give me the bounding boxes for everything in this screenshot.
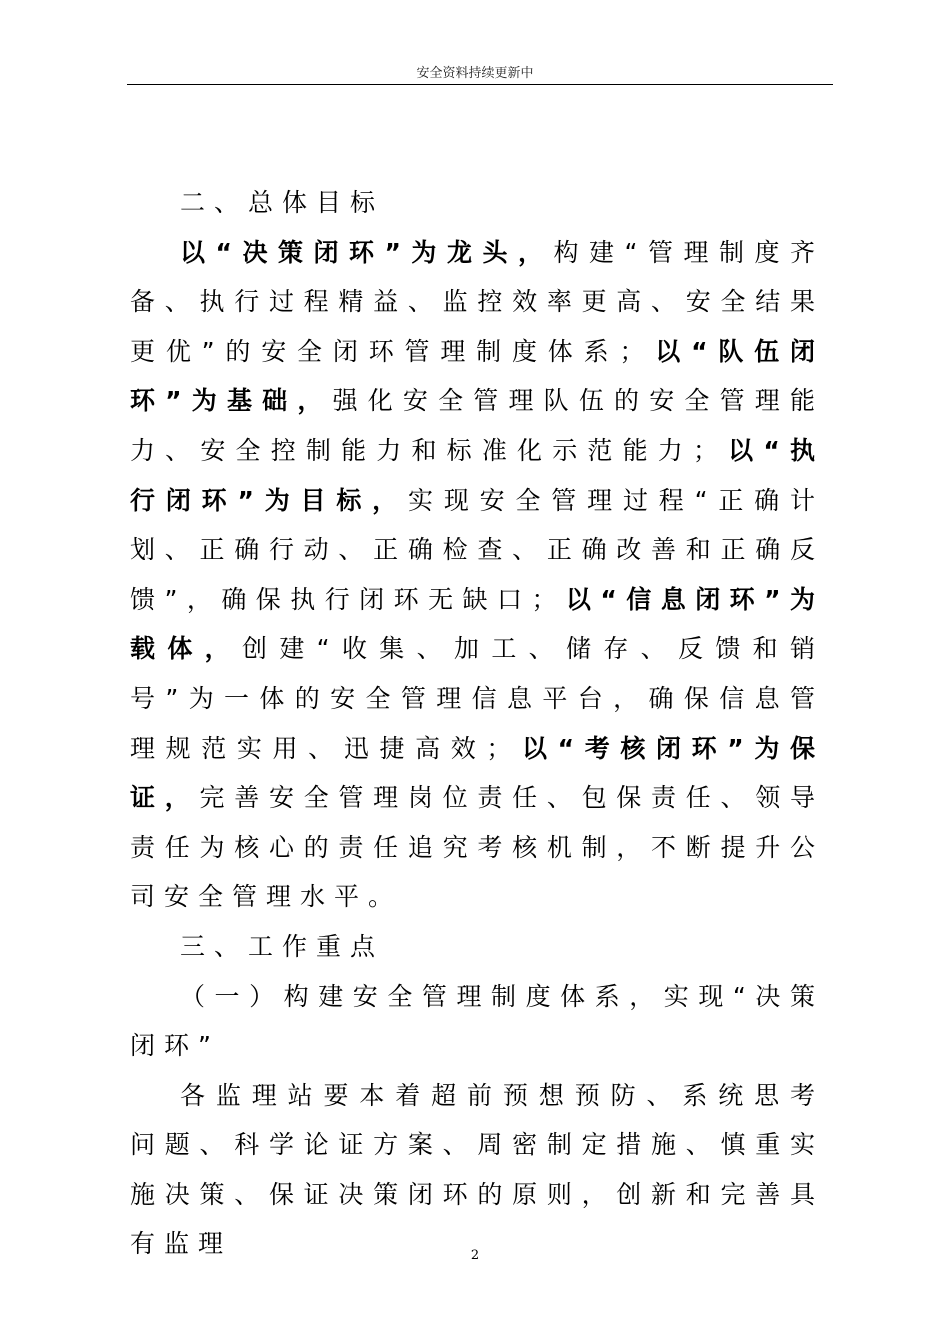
subsection-heading-1: （一）构建安全管理制度体系，实现“决策闭环” [130,981,824,1061]
page-number: 2 [470,1248,480,1263]
section-heading-work-focus: 三、工作重点 [180,931,385,961]
bold-phrase-team-loop: 以“队伍闭环”为基础， [130,336,825,416]
text-information-loop: 创建“收集、加工、储存、反馈和销号”为一体的安全管理信息平台，确保信息管理规范实用、迅捷高效； [130,634,824,763]
text-assessment-loop: 完善安全管理岗位责任、包保责任、领导责任为核心的责任追究考核机制，不断提升公司安全管理水平。 [130,783,824,912]
document-body [130,178,824,1269]
text-execution-loop: 实现安全管理过程“正确计划、正确行动、正确检查、正确改善和正确反馈”，确保执行闭环无缺口； [130,485,825,614]
text-team-loop: 强化安全管理队伍的安全管理能力、安全控制能力和标准化示范能力； [130,386,824,465]
text-decision-loop: 构建“管理制度齐备、执行过程精益、监控效率更高、安全结果更优”的安全闭环管理制度体系； [130,237,824,366]
bold-phrase-information-loop: 以“信息闭环”为载体， [130,584,824,664]
paragraph-overall-goals [130,228,824,922]
header-divider [127,84,833,85]
page-header: 安全资料持续更新中 [416,66,534,81]
paragraph-work-focus-1: 各监理站要本着超前预想预防、系统思考问题、科学论证方案、周密制定措施、慎重实施决策、保证决策闭环的原则，创新和完善具有监理 [130,1080,824,1259]
bold-phrase-assessment-loop: 以“考核闭环”为保证， [130,733,824,813]
bold-phrase-decision-loop: 以“决策闭环”为龙头， [180,237,554,267]
bold-phrase-execution-loop: 以“执行闭环”为目标， [130,435,824,515]
section-heading-overall-goals: 二、总体目标 [180,188,385,217]
